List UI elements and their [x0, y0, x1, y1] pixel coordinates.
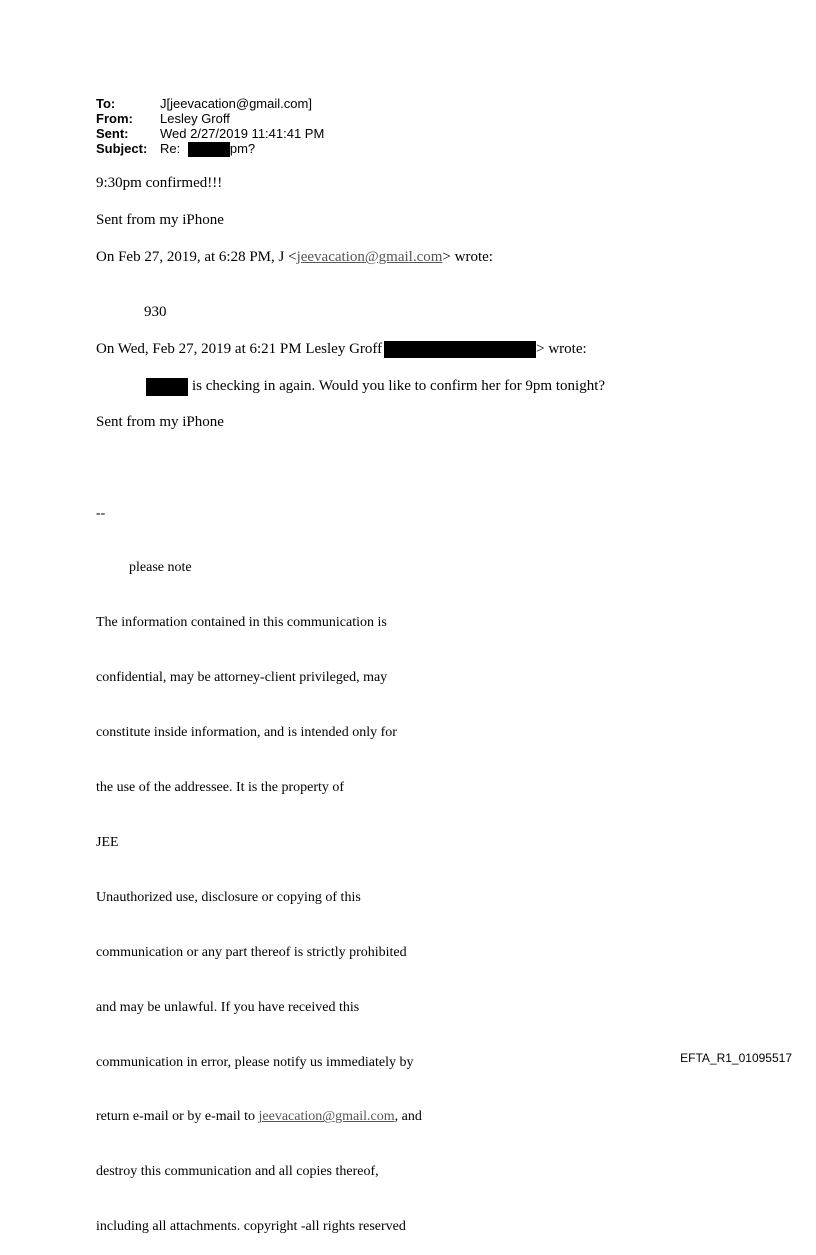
- disclaimer-line: and may be unlawful. If you have received this: [96, 999, 360, 1015]
- disclaimer-line: including all attachments. copyright -all rights reserved: [96, 1219, 406, 1235]
- to-value: J[jeevacation@gmail.com]: [160, 96, 312, 111]
- redaction-block: [146, 378, 188, 396]
- disclaimer-line: the use of the addressee. It is the property of: [96, 780, 345, 796]
- email-link[interactable]: jeevacation@gmail.com: [296, 249, 443, 265]
- body-line-confirmed: 9:30pm confirmed!!!: [96, 175, 223, 191]
- checking-in-text: is checking in again. Would you like to confirm her for 9pm tonight?: [192, 378, 606, 394]
- redaction-block: [384, 341, 536, 358]
- return-prefix: return e-mail or by e-mail to: [96, 1109, 259, 1125]
- subject-prefix: Re:: [160, 141, 181, 156]
- sent-label: Sent:: [96, 126, 129, 141]
- reply-930: 930: [144, 304, 167, 320]
- sent-row: [96, 126, 324, 141]
- disclaimer: [96, 468, 422, 1255]
- disclaimer-line: constitute inside information, and is intended only for: [96, 725, 397, 741]
- quote-header-2-prefix: On Wed, Feb 27, 2019 at 6:21 PM Lesley Groff: [96, 341, 383, 357]
- quote-header-1-suffix: > wrote:: [442, 249, 493, 265]
- quote-header-2-suffix: > wrote:: [536, 341, 587, 357]
- quote-header-1-prefix: On Feb 27, 2019, at 6:28 PM, J <: [96, 249, 297, 265]
- signature-dashes: --: [96, 505, 106, 521]
- email-header: [96, 96, 324, 157]
- sent-from-iphone-2: Sent from my iPhone: [96, 414, 224, 430]
- quote-header-1: [96, 248, 493, 266]
- from-value: Lesley Groff: [160, 111, 230, 126]
- disclaimer-email-link[interactable]: jeevacation@gmail.com: [258, 1109, 395, 1125]
- redaction-block: [188, 142, 230, 157]
- to-row: [96, 96, 324, 111]
- disclaimer-line: confidential, may be attorney-client privileged, may: [96, 670, 388, 686]
- disclaimer-line: communication in error, please notify us immediately by: [96, 1054, 414, 1070]
- from-row: [96, 111, 324, 126]
- subject-suffix: pm?: [229, 141, 256, 156]
- sent-from-iphone-1: Sent from my iPhone: [96, 212, 224, 228]
- disclaimer-line: communication or any part thereof is strictly prohibited: [96, 944, 407, 960]
- quote-header-2: [96, 340, 587, 358]
- to-label: To:: [96, 96, 116, 111]
- disclaimer-line: destroy this communication and all copies thereof,: [96, 1164, 379, 1180]
- document-id: EFTA_R1_01095517: [680, 1051, 792, 1065]
- sent-value: Wed 2/27/2019 11:41:41 PM: [160, 126, 325, 141]
- disclaimer-return-line: [96, 1108, 422, 1126]
- from-label: From:: [96, 111, 133, 126]
- please-note: please note: [129, 560, 192, 576]
- disclaimer-line: JEE: [96, 834, 119, 850]
- disclaimer-line: The information contained in this communication is: [96, 615, 387, 631]
- subject-row: [96, 141, 324, 157]
- return-suffix: , and: [394, 1109, 422, 1125]
- subject-label: Subject:: [96, 141, 148, 156]
- subject-value: [160, 141, 255, 157]
- checking-in-line: [146, 377, 605, 396]
- disclaimer-line: Unauthorized use, disclosure or copying of this: [96, 889, 361, 905]
